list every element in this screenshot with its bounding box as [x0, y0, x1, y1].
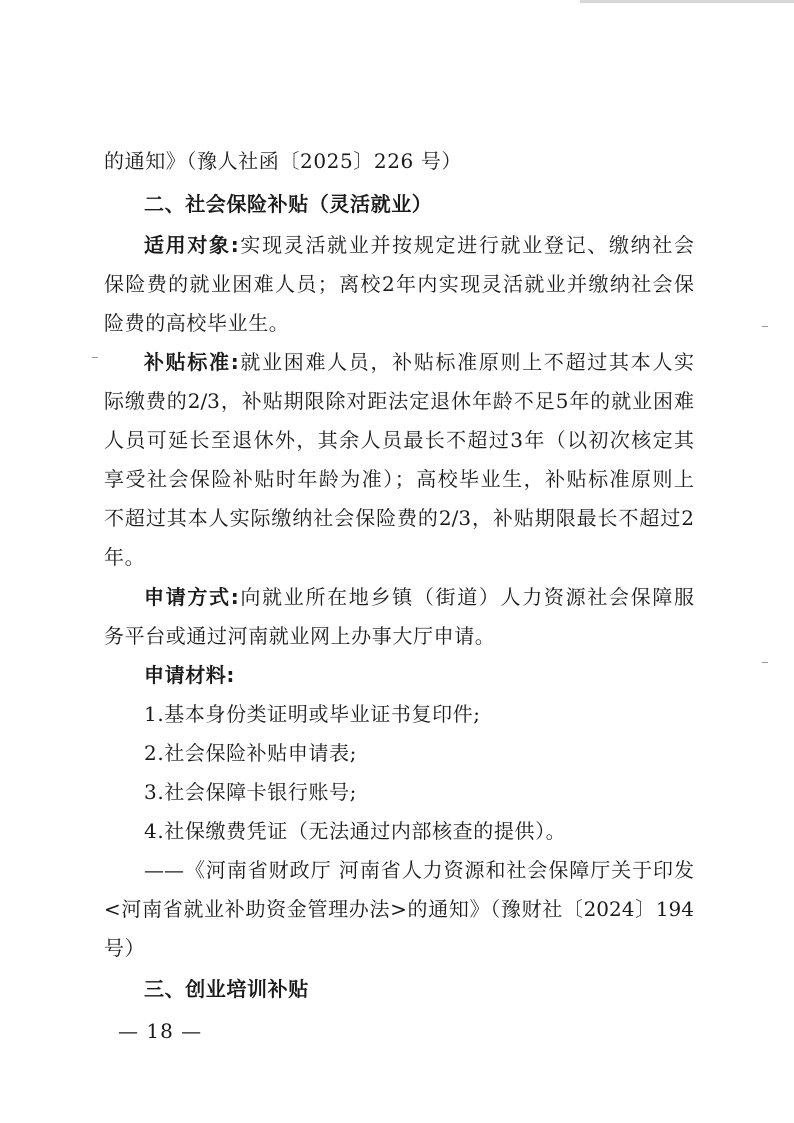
list-item: 2.社会保险补贴申请表;	[144, 741, 358, 765]
paragraph-line	[144, 349, 694, 375]
citation-line: <河南省就业补助资金管理办法>的通知》（豫财社〔2024〕194	[104, 897, 694, 921]
list-item: 3.社会保障卡银行账号;	[144, 780, 358, 804]
field-label: 申请方式:	[144, 585, 239, 609]
text-line: 务平台或通过河南就业网上办事大厅申请。	[104, 624, 496, 648]
text-line: 年。	[104, 545, 146, 569]
section-heading: 二、社会保险补贴（灵活就业）	[144, 192, 433, 216]
field-text: 就业困难人员，补贴标准原则上不超过其本人实	[238, 350, 694, 374]
field-text: 实现灵活就业并按规定进行就业登记、缴纳社会	[238, 233, 694, 257]
section-heading: 三、创业培训补贴	[144, 977, 309, 1001]
field-text: 向就业所在地乡镇（街道）人力资源社会保障服	[238, 585, 694, 609]
field-label: 适用对象:	[144, 233, 239, 257]
scan-mark	[92, 357, 98, 358]
scan-mark	[762, 326, 768, 327]
text-line: 的通知》（豫人社函〔2025〕226 号）	[104, 149, 463, 173]
text-line: 险费的高校毕业生。	[104, 311, 290, 335]
page-number: — 18 —	[118, 1019, 203, 1043]
paragraph-line	[144, 584, 694, 610]
citation-line: ——《河南省财政厅 河南省人力资源和社会保障厅关于印发	[144, 858, 694, 882]
text-line: 际缴费的2/3，补贴期限除对距法定退休年龄不足5年的就业困难	[104, 389, 694, 413]
text-line: 保险费的就业困难人员；离校2年内实现灵活就业并缴纳社会保	[104, 272, 694, 296]
paragraph-line	[144, 232, 694, 258]
citation-line: 号）	[104, 936, 146, 960]
field-label: 申请材料:	[144, 663, 235, 687]
scan-mark	[762, 662, 768, 663]
list-item: 4.社保缴费凭证（无法通过内部核查的提供）。	[144, 819, 567, 843]
text-line: 不超过其本人实际缴纳社会保险费的2/3，补贴期限最长不超过2	[104, 506, 694, 530]
text-line: 享受社会保险补贴时年龄为准）；高校毕业生，补贴标准原则上	[104, 467, 694, 491]
list-item: 1.基本身份类证明或毕业证书复印件;	[144, 702, 481, 726]
scan-edge	[580, 0, 794, 3]
text-line: 人员可延长至退休外，其余人员最长不超过3年（以初次核定其	[104, 428, 694, 452]
field-label: 补贴标准:	[144, 350, 239, 374]
